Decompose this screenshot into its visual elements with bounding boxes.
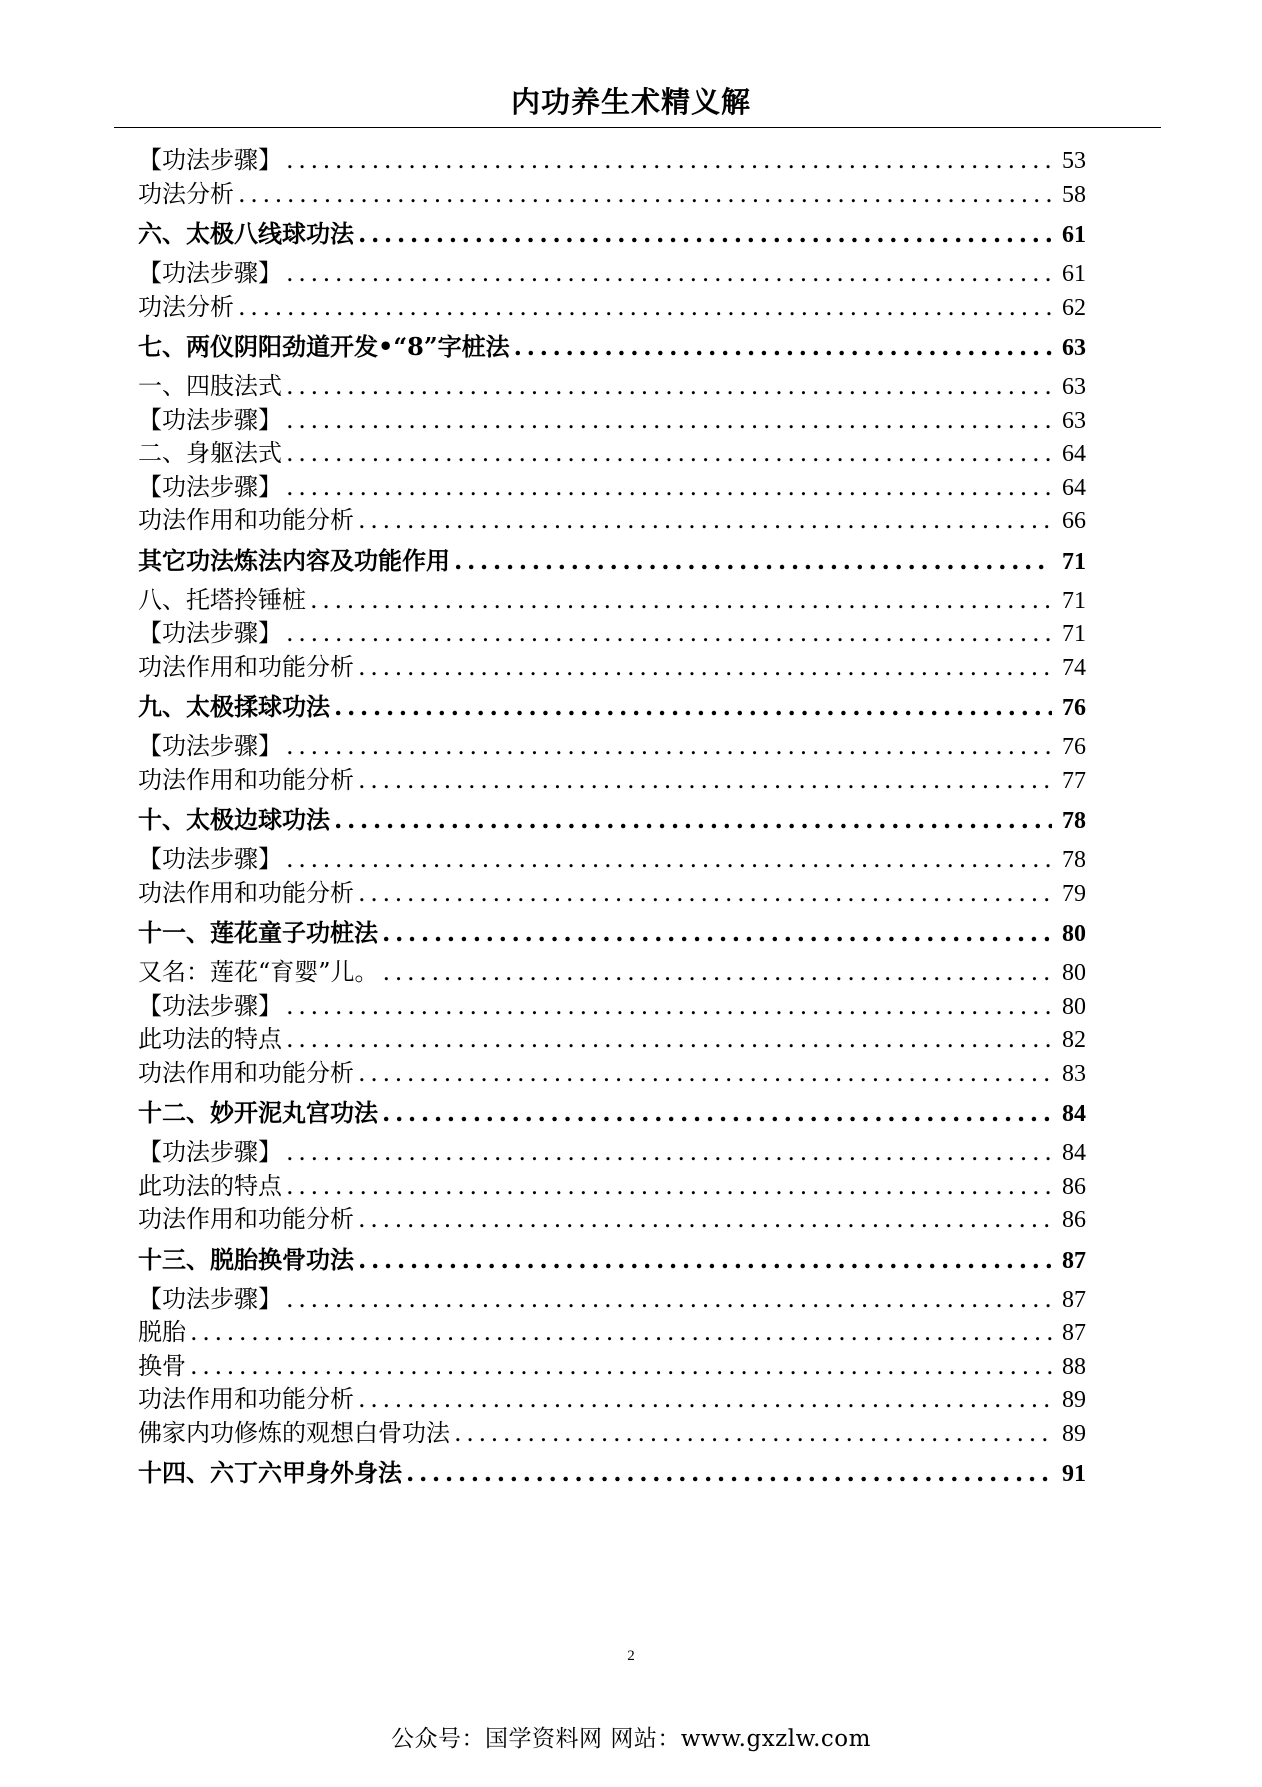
toc-dot-leader [238, 178, 1052, 212]
toc-dot-leader [286, 1283, 1052, 1317]
toc-page-number: 91 [1062, 1461, 1086, 1487]
toc-entry-title: 换骨 [138, 1351, 186, 1380]
toc-page-number: 76 [1062, 734, 1086, 760]
footer-source-note: 公众号：国学资料网 网站：www.gxzlw.com [391, 1726, 871, 1752]
toc-dot-leader [190, 1316, 1052, 1350]
toc-entry-title: 【功法步骤】 [138, 472, 282, 501]
toc-section-entry[interactable] [138, 1136, 1086, 1170]
toc-page-number: 53 [1062, 148, 1086, 174]
toc-page-number: 86 [1062, 1207, 1086, 1233]
toc-entry-title: 功法作用和功能分析 [138, 1058, 354, 1087]
toc-section-entry[interactable] [138, 877, 1086, 911]
toc-entry-title: 【功法步骤】 [138, 619, 282, 647]
toc-entry-title: 【功法步骤】 [138, 405, 282, 434]
toc-entry-title: 【功法步骤】 [138, 259, 282, 287]
toc-entry-title: 功法分析 [138, 292, 234, 321]
toc-dot-leader [286, 370, 1052, 404]
toc-section-entry[interactable] [138, 178, 1086, 212]
toc-entry-title: 此功法的特点 [138, 1025, 282, 1053]
toc-page-number: 87 [1062, 1320, 1086, 1346]
toc-section-entry[interactable] [138, 1383, 1086, 1417]
toc-page-number: 89 [1062, 1420, 1086, 1447]
toc-chapter-entry[interactable] [138, 324, 1086, 370]
toc-section-entry[interactable] [138, 764, 1086, 798]
header-divider [114, 127, 1161, 128]
toc-entry-title: 其它功法炼法内容及功能作用 [138, 545, 450, 575]
toc-dot-leader [286, 990, 1052, 1024]
toc-dot-leader [286, 437, 1052, 471]
toc-entry-title: 【功法步骤】 [138, 146, 282, 174]
toc-section-entry[interactable] [138, 257, 1086, 291]
toc-chapter-entry[interactable] [138, 211, 1086, 257]
toc-entry-title: 十四、六丁六甲身外身法 [138, 1458, 402, 1487]
toc-section-entry[interactable] [138, 1023, 1086, 1057]
toc-section-entry[interactable] [138, 1057, 1086, 1091]
toc-section-entry[interactable] [138, 1417, 1086, 1451]
toc-entry-title: 功法作用和功能分析 [138, 1205, 354, 1233]
toc-page-number: 83 [1062, 1060, 1086, 1087]
toc-page-number: 64 [1062, 441, 1086, 467]
toc-section-entry[interactable] [138, 1283, 1086, 1317]
toc-dot-leader [382, 910, 1052, 956]
toc-page-number: 87 [1062, 1247, 1086, 1274]
toc-page-number: 87 [1062, 1286, 1086, 1313]
toc-page-number: 74 [1062, 654, 1086, 681]
toc-entry-title: 九、太极揉球功法 [138, 692, 330, 721]
toc-dot-leader [334, 684, 1052, 730]
toc-section-entry[interactable] [138, 956, 1086, 990]
toc-page-number: 77 [1062, 767, 1086, 794]
toc-entry-title: 【功法步骤】 [138, 845, 282, 873]
toc-section-entry[interactable] [138, 291, 1086, 325]
toc-page-number: 79 [1062, 880, 1086, 907]
toc-entry-title: 七、两仪阴阳劲道开发•“8”字桩法 [138, 332, 510, 361]
toc-section-entry[interactable] [138, 1203, 1086, 1237]
toc-section-entry[interactable] [138, 370, 1086, 404]
toc-section-entry[interactable] [138, 730, 1086, 764]
toc-section-entry[interactable] [138, 843, 1086, 877]
toc-dot-leader [358, 211, 1052, 257]
toc-section-entry[interactable] [138, 504, 1086, 538]
toc-page-number: 78 [1062, 808, 1086, 834]
toc-page-number: 64 [1062, 474, 1086, 501]
toc-chapter-entry[interactable] [138, 1450, 1086, 1496]
toc-dot-leader [358, 1203, 1052, 1237]
toc-entry-title: 八、托塔拎锤桩 [138, 585, 306, 614]
toc-entry-title: 功法作用和功能分析 [138, 652, 354, 681]
toc-entry-title: 功法分析 [138, 179, 234, 208]
toc-dot-leader [358, 1237, 1052, 1283]
toc-dot-leader [334, 797, 1052, 843]
toc-entry-title: 又名：莲花“育婴”儿。 [138, 958, 379, 986]
toc-entry-title: 二、身躯法式 [138, 439, 282, 467]
toc-dot-leader [286, 730, 1052, 764]
toc-page-number: 61 [1062, 222, 1086, 248]
toc-entry-title: 一、四肢法式 [138, 372, 282, 400]
toc-entry-title: 【功法步骤】 [138, 1284, 282, 1313]
toc-dot-leader [358, 764, 1052, 798]
toc-page-number: 63 [1062, 374, 1086, 400]
toc-dot-leader [382, 1090, 1052, 1136]
toc-dot-leader [238, 291, 1052, 325]
toc-page-number: 71 [1062, 621, 1086, 647]
toc-page-number: 80 [1062, 921, 1086, 947]
toc-entry-title: 功法作用和功能分析 [138, 1385, 354, 1413]
toc-entry-title: 此功法的特点 [138, 1171, 282, 1200]
toc-dot-leader [286, 617, 1052, 651]
toc-page-number: 88 [1062, 1353, 1086, 1380]
toc-section-entry[interactable] [138, 1316, 1086, 1350]
toc-section-entry[interactable] [138, 651, 1086, 685]
toc-page-number: 86 [1062, 1173, 1086, 1200]
toc-page-number: 84 [1062, 1140, 1086, 1166]
toc-section-entry[interactable] [138, 617, 1086, 651]
toc-entry-title: 【功法步骤】 [138, 1138, 282, 1166]
toc-chapter-entry[interactable] [138, 1090, 1086, 1136]
toc-entry-title: 功法作用和功能分析 [138, 878, 354, 907]
toc-page-number: 71 [1062, 587, 1086, 614]
toc-chapter-entry[interactable] [138, 538, 1086, 584]
toc-entry-title: 六、太极八线球功法 [138, 219, 354, 248]
toc-dot-leader [358, 1383, 1052, 1417]
toc-dot-leader [190, 1350, 1052, 1384]
toc-page-number: 71 [1062, 548, 1086, 575]
toc-page-number: 78 [1062, 847, 1086, 873]
toc-dot-leader [358, 651, 1052, 685]
toc-chapter-entry[interactable] [138, 1237, 1086, 1283]
toc-chapter-entry[interactable] [138, 797, 1086, 843]
toc-entry-title: 十、太极边球功法 [138, 805, 330, 834]
toc-entry-title: 【功法步骤】 [138, 732, 282, 760]
toc-dot-leader [286, 1136, 1052, 1170]
toc-dot-leader [514, 324, 1052, 370]
toc-entry-title: 十一、莲花童子功桩法 [138, 918, 378, 947]
toc-chapter-entry[interactable] [138, 684, 1086, 730]
toc-section-entry[interactable] [138, 144, 1086, 178]
toc-entry-title: 佛家内功修炼的观想白骨功法 [138, 1418, 450, 1447]
toc-page-number: 62 [1062, 294, 1086, 321]
toc-entry-title: 功法作用和功能分析 [138, 506, 354, 534]
toc-page-number: 61 [1062, 261, 1086, 287]
toc-dot-leader [286, 843, 1052, 877]
toc-page-number: 82 [1062, 1027, 1086, 1053]
toc-dot-leader [383, 956, 1052, 990]
toc-dot-leader [286, 471, 1052, 505]
toc-dot-leader [358, 504, 1052, 538]
toc-page-number: 80 [1062, 960, 1086, 986]
toc-section-entry[interactable] [138, 437, 1086, 471]
toc-section-entry[interactable] [138, 584, 1086, 618]
toc-page-number: 63 [1062, 407, 1086, 434]
table-of-contents [138, 144, 1086, 1496]
toc-section-entry[interactable] [138, 1170, 1086, 1204]
toc-page-number: 89 [1062, 1387, 1086, 1413]
toc-entry-title: 功法作用和功能分析 [138, 765, 354, 794]
toc-page-number: 63 [1062, 335, 1086, 361]
toc-chapter-entry[interactable] [138, 910, 1086, 956]
toc-page-number: 58 [1062, 181, 1086, 208]
toc-page-number: 76 [1062, 695, 1086, 721]
toc-section-entry[interactable] [138, 990, 1086, 1024]
toc-dot-leader [286, 1023, 1052, 1057]
page-header-title: 内功养生术精义解 [510, 85, 751, 119]
page-number: 2 [627, 1648, 635, 1664]
toc-section-entry[interactable] [138, 1350, 1086, 1384]
toc-dot-leader [454, 538, 1052, 584]
toc-dot-leader [286, 257, 1052, 291]
toc-dot-leader [454, 1417, 1052, 1451]
toc-entry-title: 十二、妙开泥丸宫功法 [138, 1098, 378, 1127]
toc-page-number: 66 [1062, 508, 1086, 534]
toc-dot-leader [358, 877, 1052, 911]
toc-section-entry[interactable] [138, 471, 1086, 505]
toc-entry-title: 【功法步骤】 [138, 991, 282, 1020]
toc-dot-leader [286, 144, 1052, 178]
toc-dot-leader [358, 1057, 1052, 1091]
toc-entry-title: 十三、脱胎换骨功法 [138, 1244, 354, 1274]
toc-page-number: 84 [1062, 1101, 1086, 1127]
toc-dot-leader [286, 404, 1052, 438]
toc-section-entry[interactable] [138, 404, 1086, 438]
toc-entry-title: 脱胎 [138, 1318, 186, 1346]
toc-page-number: 80 [1062, 993, 1086, 1020]
toc-dot-leader [310, 584, 1052, 618]
toc-dot-leader [286, 1170, 1052, 1204]
toc-dot-leader [406, 1450, 1052, 1496]
